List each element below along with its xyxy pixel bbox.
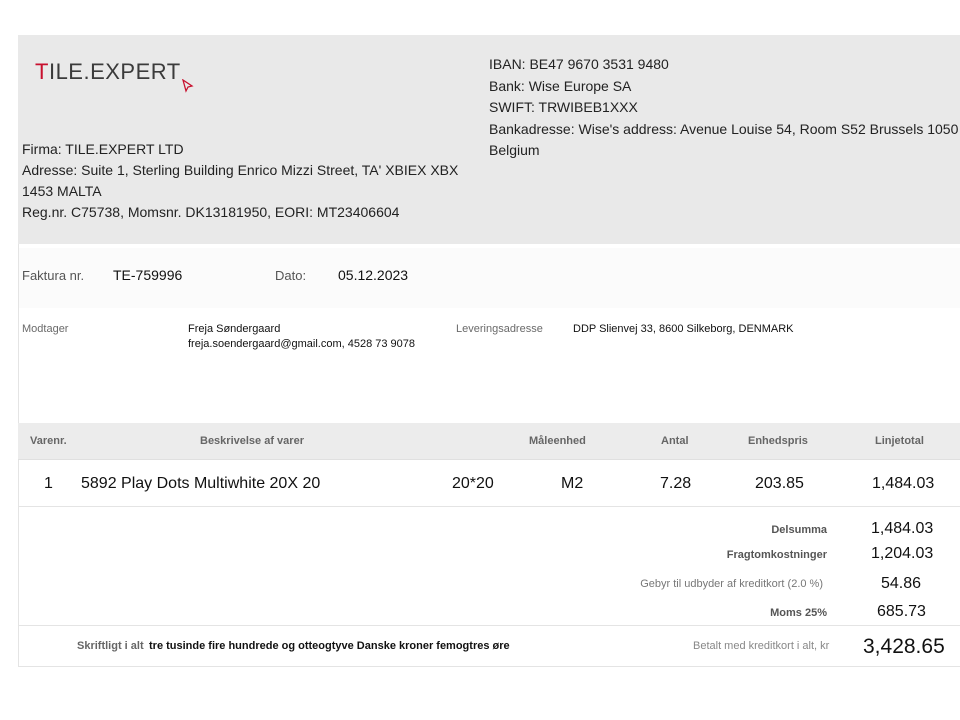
invoice-date-label: Dato:: [275, 268, 307, 283]
invoice-meta: [18, 248, 960, 308]
logo-initial: T: [35, 59, 49, 84]
invoice-number-label: Faktura nr.: [22, 268, 85, 283]
delivery-address: DDP Slienvej 33, 8600 Silkeborg, DENMARK: [573, 323, 794, 335]
recipient-details: [188, 322, 468, 352]
card-fee-value: 54.86: [881, 575, 922, 592]
grand-total: 3,428.65: [863, 635, 945, 658]
freight-label: Fragtomkostninger: [726, 549, 827, 561]
col-unit: Måleenhed: [529, 435, 586, 447]
seller-company: Firma: TILE.EXPERT LTD: [22, 141, 184, 157]
invoice-footer: [18, 626, 960, 667]
recipient-name: Freja Søndergaard: [188, 323, 281, 335]
seller-address: Adresse: Suite 1, Sterling Building Enrico Mizzi Street, TA' XBIEX XBX 1453 MALTA: [22, 162, 459, 199]
row-qty: 7.28: [660, 475, 692, 492]
subtotal-value: 1,484.03: [871, 520, 934, 537]
paid-by-card-label: Betalt med kreditkort i alt, kr: [693, 640, 830, 652]
seller-details: [22, 139, 462, 223]
company-logo: [35, 59, 181, 85]
card-fee-label: Gebyr til udbyder af kreditkort (2.0 %): [640, 578, 823, 590]
row-unit: M2: [561, 475, 584, 492]
col-unit-price: Enhedspris: [748, 435, 808, 447]
row-line-total: 1,484.03: [872, 475, 935, 492]
bank-details: [489, 54, 959, 162]
row-description: 5892 Play Dots Multiwhite 20X 20: [81, 475, 321, 492]
table-row: [18, 459, 960, 507]
col-qty: Antal: [661, 435, 689, 447]
delivery-label: Leveringsadresse: [456, 323, 543, 335]
col-description: Beskrivelse af varer: [200, 435, 304, 447]
row-unit-price: 203.85: [755, 475, 804, 492]
totals-block: [18, 507, 960, 626]
row-size: 20*20: [452, 475, 494, 492]
bank-iban: IBAN: BE47 9670 3531 9480: [489, 56, 669, 72]
amount-in-words-label: Skriftligt i alt: [77, 640, 144, 652]
vat-label: Moms 25%: [770, 607, 827, 619]
invoice-number: TE-759996: [113, 267, 183, 283]
col-line-total: Linjetotal: [875, 435, 924, 447]
row-item-no: 1: [44, 475, 53, 492]
bank-swift: SWIFT: TRWIBEB1XXX: [489, 99, 638, 115]
logo-text: ILE.EXPERT: [48, 59, 181, 84]
seller-registration: Reg.nr. C75738, Momsnr. DK13181950, EORI: MT23406604: [22, 204, 400, 220]
items-table-header: [18, 423, 960, 460]
subtotal-label: Delsumma: [771, 524, 827, 536]
recipient-contact: freja.soendergaard@gmail.com, 4528 73 9078: [188, 338, 416, 350]
invoice-sheet: [18, 35, 960, 667]
bank-address: Bankadresse: Wise's address: Avenue Louise 54, Room S52 Brussels 1050 Belgium: [489, 120, 959, 158]
invoice-header: [18, 35, 960, 244]
amount-in-words: tre tusinde fire hundrede og otteogtyve Danske kroner femogtres øre: [149, 640, 510, 652]
col-item-no: Varenr.: [30, 435, 67, 447]
invoice-date: 05.12.2023: [338, 267, 409, 283]
vat-value: 685.73: [877, 603, 926, 620]
logo-cursor-icon: [181, 79, 195, 93]
bank-name: Bank: Wise Europe SA: [489, 77, 632, 94]
recipient-label: Modtager: [22, 323, 69, 335]
freight-value: 1,204.03: [871, 545, 934, 562]
